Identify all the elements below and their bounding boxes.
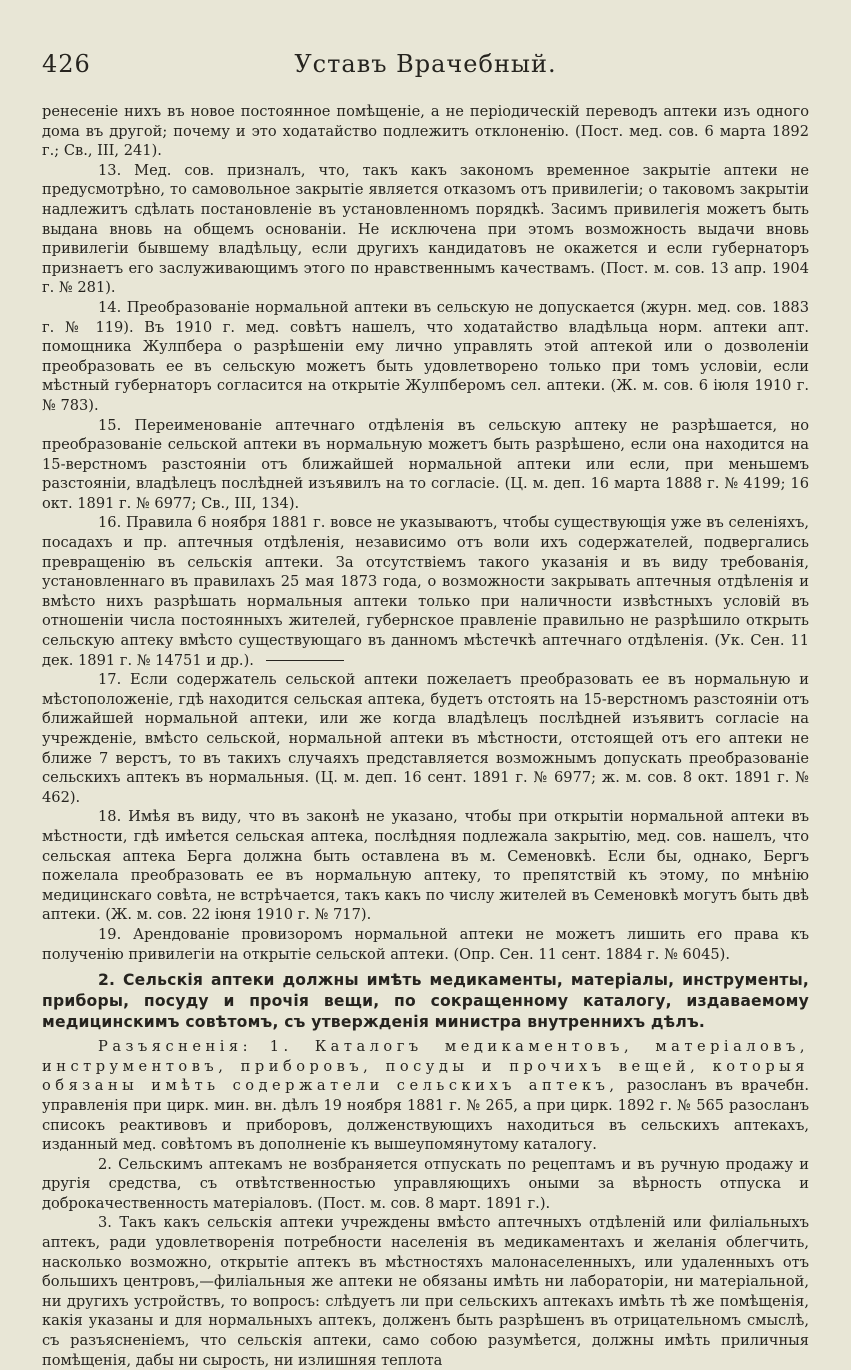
body-text	[42, 102, 809, 1370]
end-rule	[266, 660, 344, 661]
explanation-3: 3. Такъ какъ сельскія аптеки учреждены вмѣсто аптечныхъ отдѣленій или филіальныхъ аптекъ, ради удовлетворенія потребности населенія въ медикаментахъ и желанія облегчить, насколько возможно, открытіе аптекъ въ мѣстностяхъ малонаселенныхъ, или удаленныхъ отъ большихъ центровъ,—филіальныя же аптеки не обязаны имѣть ни лабораторіи, ни матеріальной, ни другихъ устройствъ, то вопросъ: слѣдуетъ ли при сельскихъ аптекахъ имѣть тѣ же помѣщенія, какія указаны и для нормальныхъ аптекъ, долженъ быть разрѣшенъ въ отрицательномъ смыслѣ, съ разъясненіемъ, что сельскія аптеки, само собою разумѣется, должны имѣть приличныя помѣщенія, дабы ни сырость, ни излишняя теплота	[42, 1214, 809, 1369]
page-number: 426	[42, 50, 91, 78]
paragraph-15: 15. Переименованіе аптечнаго отдѣленія въ сельскую аптеку не разрѣшается, но преобразованіе сельской аптеки въ нормальную можетъ быть разрѣшено, если она находится на 15-верстномъ разстояніи отъ ближайшей нормальной аптеки или если, при меньшемъ разстояніи, владѣлецъ послѣдней изъявилъ на то согласіе. (Ц. м. деп. 16 марта 1888 г. № 4199; 16 окт. 1891 г. № 6977; Св., III, 134).	[42, 416, 809, 512]
paragraph-14: 14. Преобразованіе нормальной аптеки въ сельскую не допускается (журн. мед. сов. 1883 г. № 119). Въ 1910 г. мед. совѣтъ нашелъ, что ходатайство владѣльца норм. аптеки апт. помощника Жулпбера о разрѣшеніи ему лично управлять этой аптекой или о дозволеніи преобразовать ее въ сельскую можетъ быть удовлетворено только при томъ условіи, если мѣстный губернаторъ согласится на открытіе Жулпберомъ сел. аптеки. (Ж. м. сов. 6 іюля 1910 г. № 783).	[42, 298, 809, 414]
explanation-1	[42, 1037, 809, 1155]
paragraph-16-text: 16. Правила 6 ноября 1881 г. вовсе не указываютъ, чтобы существующія уже въ селеніяхъ, посадахъ и пр. аптечныя отдѣленія, независимо отъ воли ихъ содержателей, подвергались превращенію въ сельскія аптеки. За отсутствіемъ такого указанія и въ виду требованія, установленнаго въ правилахъ 25 мая 1873 года, о возможности закрывать аптечныя отдѣленія и вмѣсто нихъ разрѣшать нормальныя аптеки только при наличности извѣстныхъ условій въ отношеніи числа постоянныхъ жителей, губернское правленіе правильно не разрѣшило открыть сельскую аптеку вмѣсто существующаго въ данномъ мѣстечкѣ аптечнаго отдѣленія. (Ук. Сен. 11 дек. 1891 г. № 14751 и др.).	[42, 514, 809, 669]
explanation-1-spaced: 1. Каталогъ медикаментовъ, матеріаловъ, инструментовъ, приборовъ, посуды и прочихъ вещей, которыя обязаны имѣть содержатели сельскихъ аптекъ,	[42, 1038, 809, 1095]
paragraph-19: 19. Арендованіе провизоромъ нормальной аптеки не можетъ лишить его права къ полученію привилегіи на открытіе сельской аптеки. (Опр. Сен. 11 сент. 1884 г. № 6045).	[42, 925, 809, 963]
paragraph-16	[42, 513, 809, 670]
paragraph-13: 13. Мед. сов. призналъ, что, такъ какъ закономъ временное закрытіе аптеки не предусмотрѣно, то самовольное закрытіе является отказомъ отъ привилегіи; о таковомъ закрытіи надлежитъ сдѣлать постановленіе въ установленномъ порядкѣ. Засимъ привилегія можетъ быть выдана вновь на общемъ основаніи. Не исключена при этомъ возможность выдачи вновь привилегіи бывшему владѣльцу, если другихъ кандидатовъ не окажется и если губернаторъ признаетъ его заслуживающимъ этого по нравственнымъ качествамъ. (Пост. м. сов. 13 апр. 1904 г. № 281).	[42, 161, 809, 297]
page-header	[42, 46, 809, 86]
explanations-label: Разъясненія:	[98, 1038, 253, 1056]
explanation-2: 2. Сельскимъ аптекамъ не возбраняется отпускать по рецептамъ и въ ручную продажу и другія средства, съ отвѣтственностью управляющихъ оными за вѣрность отпуска и доброкачественность матеріаловъ. (Пост. м. сов. 8 март. 1891 г.).	[42, 1155, 809, 1212]
paragraph-18: 18. Имѣя въ виду, что въ законѣ не указано, чтобы при открытіи нормальной аптеки въ мѣстности, гдѣ имѣется сельская аптека, послѣдняя подлежала закрытію, мед. сов. нашелъ, что сельская аптека Берга должна быть оставлена въ м. Семеновкѣ. Если бы, однако, Бергъ пожелала преобразовать ее въ нормальную аптеку, то препятствій къ этому, по мнѣнію медицинскаго совѣта, не встрѣчается, такъ какъ по числу жителей въ Семеновкѣ могутъ быть двѣ аптеки. (Ж. м. сов. 22 іюня 1910 г. № 717).	[42, 808, 809, 924]
paragraph-17: 17. Если содержатель сельской аптеки пожелаетъ преобразовать ее въ нормальную и мѣстоположеніе, гдѣ находится сельская аптека, будетъ отстоять на 15-верстномъ разстояніи отъ ближайшей нормальной аптеки, или же когда владѣлецъ послѣдней изъявитъ согласіе на учрежденіе, вмѣсто сельской, нормальной аптеки въ мѣстности, отстоящей отъ его аптеки не ближе 7 верстъ, то въ такихъ случаяхъ представляется возможнымъ допускать преобразованіе сельскихъ аптекъ въ нормальныя. (Ц. м. деп. 16 сент. 1891 г. № 6977; ж. м. сов. 8 окт. 1891 г. № 462).	[42, 671, 809, 806]
explanation-1-text: разосланъ въ врачебн. управленія при цирк. мин. вн. дѣлъ 19 ноября 1881 г. № 265, а при цирк. 1892 г. № 565 разосланъ списокъ реактивовъ и приборовъ, долженствующихъ находиться въ сельскихъ аптекахъ, изданный мед. совѣтомъ въ дополненіе къ вышеупомянутому каталогу.	[42, 1077, 809, 1154]
section-heading: 2. Сельскія аптеки должны имѣть медикаменты, матеріалы, инструменты, приборы, посуду и прочія вещи, по сокращенному каталогу, издаваемому медицинскимъ совѣтомъ, съ утвержденія министра внутреннихъ дѣлъ.	[42, 971, 809, 1032]
running-title: Уставъ Врачебный.	[294, 50, 557, 78]
paragraph-continuation: ренесеніе нихъ въ новое постоянное помѣщеніе, а не періодическій переводъ аптеки изъ одного дома въ другой; почему и это ходатайство подлежитъ отклоненію. (Пост. мед. сов. 6 марта 1892 г.; Св., III, 241).	[42, 103, 809, 160]
